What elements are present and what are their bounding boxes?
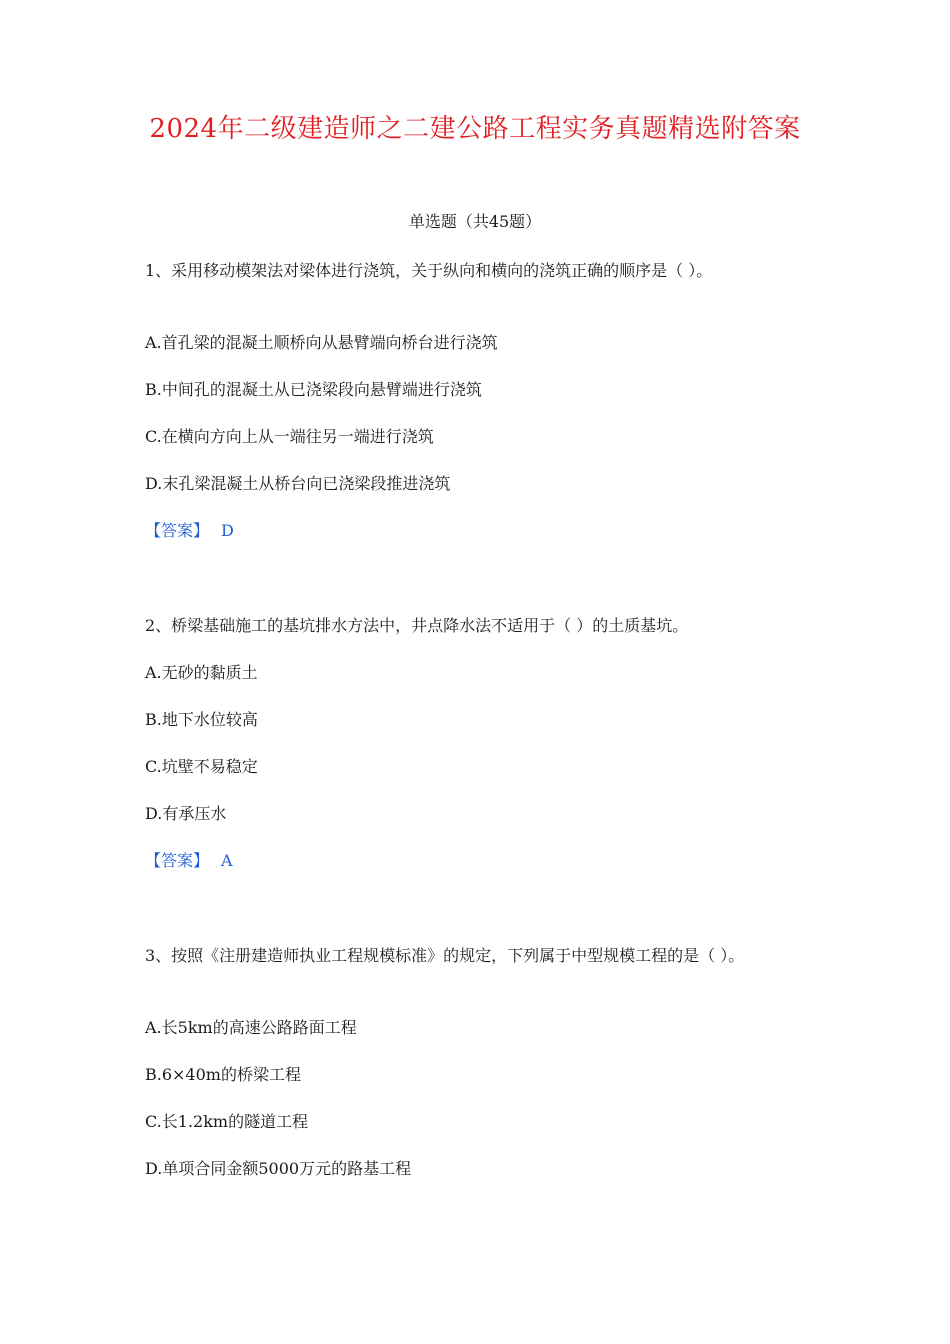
question-2-option-b: B.地下水位较高	[145, 710, 258, 729]
question-1-option-c: C.在横向方向上从一端往另一端进行浇筑	[145, 427, 434, 446]
question-2-stem: 2、桥梁基础施工的基坑排水方法中，井点降水法不适用于（ ）的土质基坑。	[145, 616, 689, 635]
question-2-option-c: C.坑壁不易稳定	[145, 757, 258, 776]
question-2-option-a: A.无砂的黏质土	[145, 663, 258, 682]
question-1-option-d: D.末孔梁混凝土从桥台向已浇梁段推进浇筑	[145, 474, 451, 493]
question-1-option-b: B.中间孔的混凝土从已浇梁段向悬臂端进行浇筑	[145, 380, 482, 399]
answer-label: 【答案】	[145, 521, 210, 540]
answer-value: D	[221, 521, 234, 540]
document-title: 2024年二级建造师之二建公路工程实务真题精选附答案	[149, 114, 801, 144]
question-3-option-a: A.长5km的高速公路路面工程	[145, 1018, 357, 1037]
answer-label: 【答案】	[145, 851, 210, 870]
question-3-option-d: D.单项合同金额5000万元的路基工程	[145, 1159, 412, 1178]
section-heading: 单选题（共45题）	[408, 212, 542, 231]
question-3-stem: 3、按照《注册建造师执业工程规模标准》的规定，下列属于中型规模工程的是（ ）。	[145, 946, 745, 965]
question-2-answer	[145, 848, 815, 874]
answer-value: A	[221, 851, 233, 870]
question-3-option-c: C.长1.2km的隧道工程	[145, 1112, 309, 1131]
question-2-option-d: D.有承压水	[145, 804, 227, 823]
question-3-option-b: B.6×40m的桥梁工程	[145, 1065, 301, 1084]
question-1-answer	[145, 518, 815, 544]
question-1-option-a: A.首孔梁的混凝土顺桥向从悬臂端向桥台进行浇筑	[145, 333, 498, 352]
question-1-stem: 1、采用移动模架法对梁体进行浇筑，关于纵向和横向的浇筑正确的顺序是（ ）。	[145, 261, 713, 280]
